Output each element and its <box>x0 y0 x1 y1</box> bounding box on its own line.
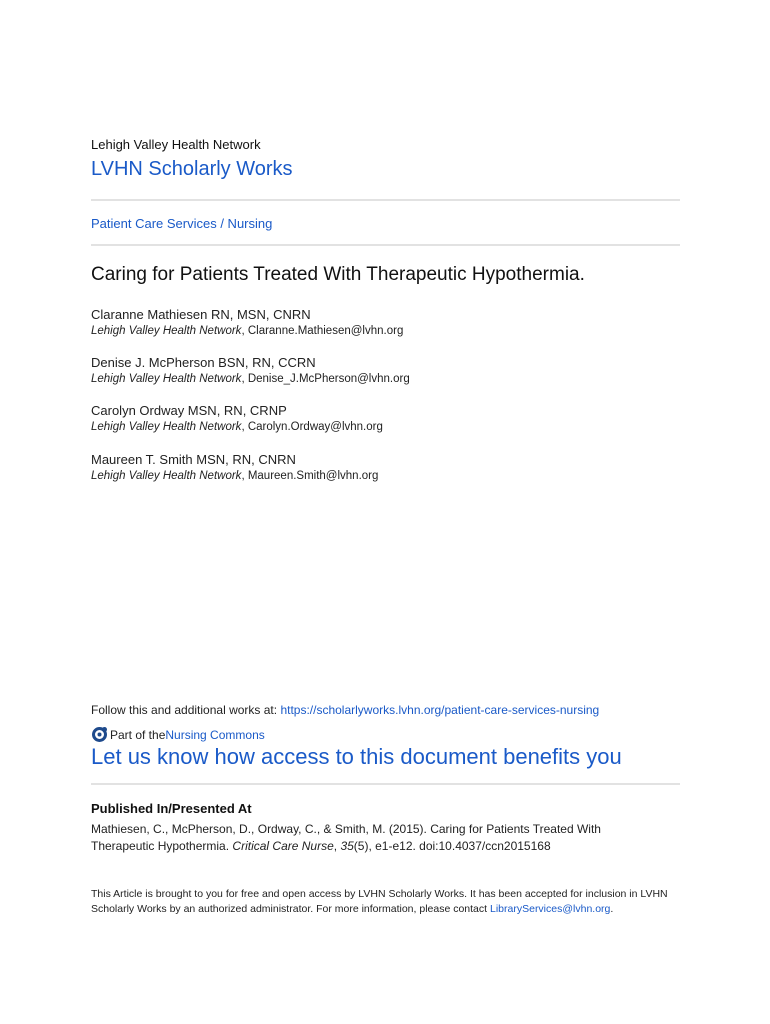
author-name: Maureen T. Smith MSN, RN, CNRN <box>91 452 296 467</box>
commons-network-icon <box>91 726 108 743</box>
author-entry <box>91 307 403 337</box>
follow-label: Follow this and additional works at: <box>91 703 281 717</box>
citation-details: (5), e1-e12. doi:10.4037/ccn2015168 <box>353 839 551 853</box>
citation <box>91 821 651 855</box>
author-affiliation <box>91 470 378 482</box>
published-heading: Published In/Presented At <box>91 801 252 816</box>
feedback-link[interactable]: Let us know how access to this document benefits you <box>91 744 622 769</box>
journal-name: Critical Care Nurse <box>232 839 334 853</box>
follow-line <box>91 703 599 717</box>
notice-text: This Article is brought to you for free and open access by LVHN Scholarly Works. It has been accepted for inclusion in LVHN Scholarly Works by an authorized administrator. For more information, please contact <box>91 888 668 915</box>
author-institution: Lehigh Valley Health Network <box>91 421 242 433</box>
author-email: , Maureen.Smith@lvhn.org <box>241 470 379 482</box>
author-email: , Denise_J.McPherson@lvhn.org <box>241 373 410 385</box>
author-institution: Lehigh Valley Health Network <box>91 470 242 482</box>
citation-separator: , <box>333 839 341 853</box>
part-of-line <box>91 726 265 743</box>
author-affiliation <box>91 421 383 433</box>
notice-end: . <box>610 903 614 915</box>
author-email: , Claranne.Mathiesen@lvhn.org <box>241 325 404 337</box>
access-notice <box>91 887 680 917</box>
organization-name: Lehigh Valley Health Network <box>91 137 261 152</box>
author-name: Carolyn Ordway MSN, RN, CRNP <box>91 403 287 418</box>
divider <box>91 199 680 201</box>
author-affiliation <box>91 373 410 385</box>
volume-number: 35 <box>340 839 354 853</box>
author-affiliation <box>91 325 403 337</box>
author-name: Claranne Mathiesen RN, MSN, CNRN <box>91 307 311 322</box>
part-of-label: Part of the <box>110 727 166 742</box>
citation-text: Mathiesen, C., McPherson, D., Ordway, C., & Smith, M. (2015). Caring for Patients Treated With Therapeutic Hypothermia. <box>91 822 601 853</box>
breadcrumb[interactable]: Patient Care Services / Nursing <box>91 216 273 231</box>
contact-email-link[interactable]: LibraryServices@lvhn.org <box>490 903 611 915</box>
author-institution: Lehigh Valley Health Network <box>91 325 242 337</box>
author-entry <box>91 452 378 482</box>
article-title: Caring for Patients Treated With Therapeutic Hypothermia. <box>91 264 585 285</box>
author-entry <box>91 355 410 385</box>
nursing-commons-link[interactable]: Nursing Commons <box>165 727 265 742</box>
author-entry <box>91 403 383 433</box>
author-email: , Carolyn.Ordway@lvhn.org <box>241 421 383 433</box>
divider <box>91 783 680 785</box>
repository-link[interactable]: LVHN Scholarly Works <box>91 158 293 180</box>
author-institution: Lehigh Valley Health Network <box>91 373 242 385</box>
divider <box>91 244 680 246</box>
author-name: Denise J. McPherson BSN, RN, CCRN <box>91 355 316 370</box>
collection-url-link[interactable]: https://scholarlyworks.lvhn.org/patient-care-services-nursing <box>280 703 600 717</box>
